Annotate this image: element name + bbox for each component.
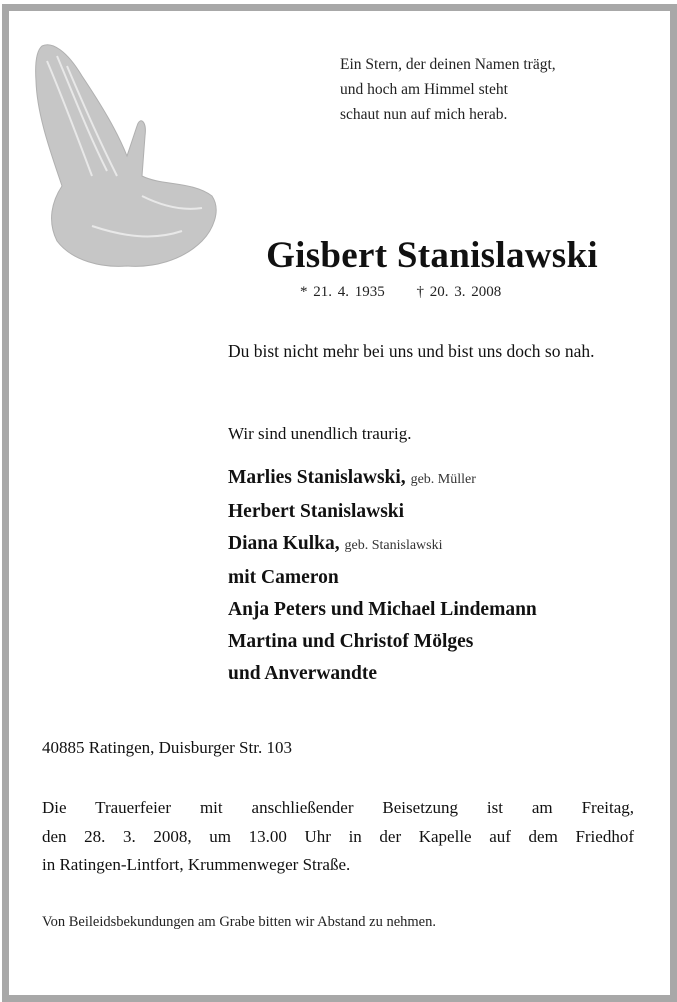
- quote-verse: [340, 52, 556, 127]
- condolence-note: Von Beileidsbekundungen am Grabe bitten wir Abstand zu nehmen.: [42, 914, 436, 930]
- ceremony-notice: [42, 794, 634, 880]
- ceremony-line: den 28. 3. 2008, um 13.00 Uhr in der Kapelle auf dem Friedhof: [42, 826, 634, 846]
- death-date: † 20. 3. 2008: [416, 284, 502, 300]
- member-name: und Anverwandte: [228, 663, 377, 684]
- member-name: Herbert Stanislawski: [228, 501, 405, 522]
- memorial-verse: Du bist nicht mehr bei uns und bist uns doch so nah.: [228, 341, 595, 361]
- mourning-statement: Wir sind unendlich traurig.: [228, 424, 412, 443]
- maiden-name: geb. Müller: [410, 472, 476, 487]
- family-member: [228, 626, 537, 658]
- family-list: [228, 462, 537, 690]
- deceased-name: Gisbert Stanislawski: [266, 235, 598, 276]
- maiden-name: geb. Stanislawski: [344, 538, 443, 553]
- family-member: [228, 496, 537, 528]
- birth-date: * 21. 4. 1935: [300, 284, 385, 300]
- member-name: mit Cameron: [228, 567, 339, 588]
- family-member: [228, 594, 537, 626]
- quote-line: und hoch am Himmel steht: [340, 81, 508, 98]
- quote-line: Ein Stern, der deinen Namen trägt,: [340, 56, 556, 73]
- ceremony-line: in Ratingen-Lintfort, Krummenweger Straße.: [42, 855, 351, 874]
- family-member: [228, 562, 537, 594]
- ceremony-line: Die Trauerfeier mit anschließender Beisetzung ist am Freitag,: [42, 798, 634, 817]
- member-name: Anja Peters und Michael Lindemann: [228, 599, 537, 620]
- member-name: Diana Kulka,: [228, 533, 340, 554]
- mourning-address: 40885 Ratingen, Duisburger Str. 103: [42, 738, 292, 757]
- member-name: Martina und Christof Mölges: [228, 631, 474, 652]
- praying-hands-icon: [32, 36, 222, 276]
- quote-line: schaut nun auf mich herab.: [340, 106, 508, 123]
- life-dates: [300, 284, 527, 301]
- family-member: [228, 658, 537, 690]
- family-member: [228, 462, 537, 496]
- member-name: Marlies Stanislawski,: [228, 467, 406, 488]
- family-member: [228, 528, 537, 562]
